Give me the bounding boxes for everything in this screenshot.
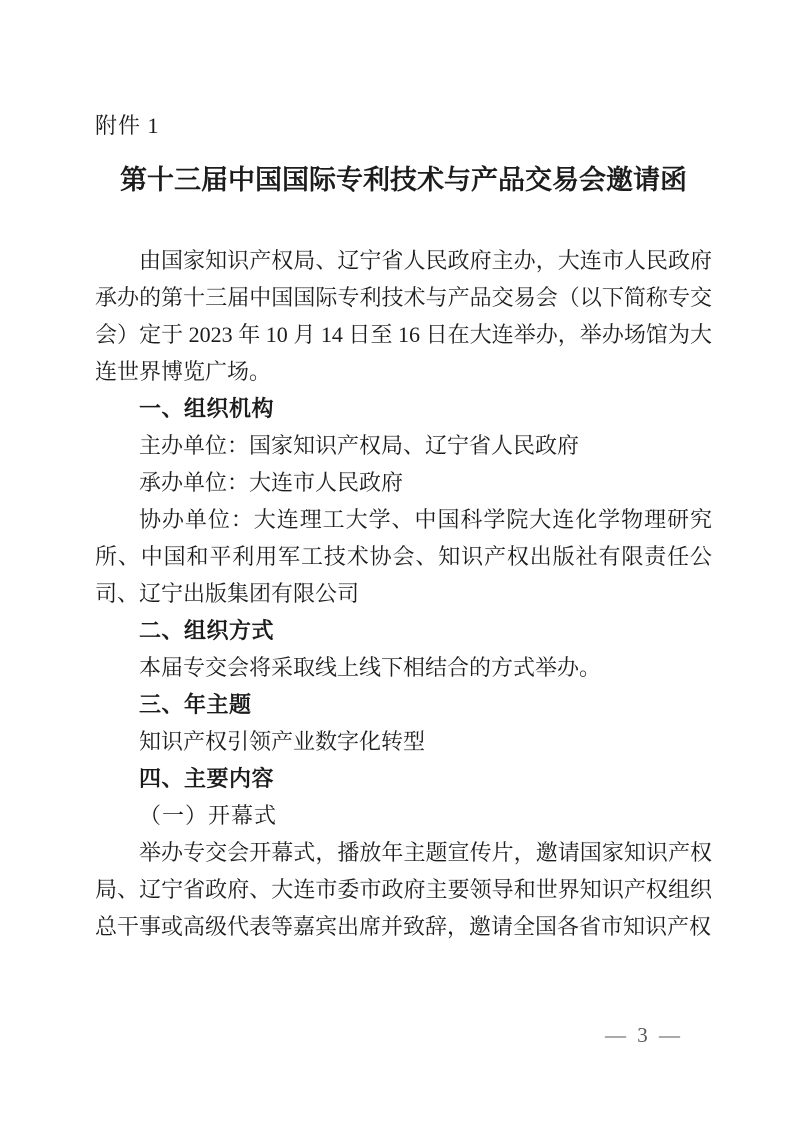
section-main-content <box>95 760 712 945</box>
format-paragraph: 本届专交会将采取线上线下相结合的方式举办。 <box>139 655 602 680</box>
organizer-undertaker-line: 承办单位：大连市人民政府 <box>139 470 404 495</box>
organizer-host-line: 主办单位：国家知识产权局、辽宁省人民政府 <box>139 433 580 458</box>
section-format <box>95 612 712 686</box>
section-heading-1: 一、组织机构 <box>139 396 275 421</box>
theme-paragraph: 知识产权引领产业数字化转型 <box>139 729 426 754</box>
intro-paragraph: 由国家知识产权局、辽宁省人民政府主办，大连市人民政府承办的第十三届中国国际专利技术与产品交易会（以下简称专交会）定于 2023 年 10 月 14 日至 16 日在大连举办，举办场馆为大连世界博览广场。 <box>95 248 712 384</box>
section-heading-2: 二、组织方式 <box>139 618 275 643</box>
opening-ceremony-paragraph: 举办专交会开幕式，播放年主题宣传片，邀请国家知识产权局、辽宁省政府、大连市委市政府主要领导和世界知识产权组织总干事或高级代表等嘉宾出席并致辞，邀请全国各省市知识产权 <box>95 840 712 939</box>
section-theme <box>95 686 712 760</box>
organizer-coorganizer-line: 协办单位：大连理工大学、中国科学院大连化学物理研究所、中国和平利用军工技术协会、知识产权出版社有限责任公司、辽宁出版集团有限公司 <box>95 507 712 606</box>
text-column <box>95 0 712 945</box>
subsection-heading-opening-ceremony: （一）开幕式 <box>139 803 278 828</box>
document-body <box>95 242 712 945</box>
section-heading-4: 四、主要内容 <box>139 766 275 791</box>
section-heading-3: 三、年主题 <box>139 692 252 717</box>
page-number: — 3 — <box>605 1023 683 1047</box>
document-title: 第十三届中国国际专利技术与产品交易会邀请函 <box>120 165 687 195</box>
section-organization <box>95 390 712 612</box>
attachment-label: 附件 1 <box>95 113 160 138</box>
